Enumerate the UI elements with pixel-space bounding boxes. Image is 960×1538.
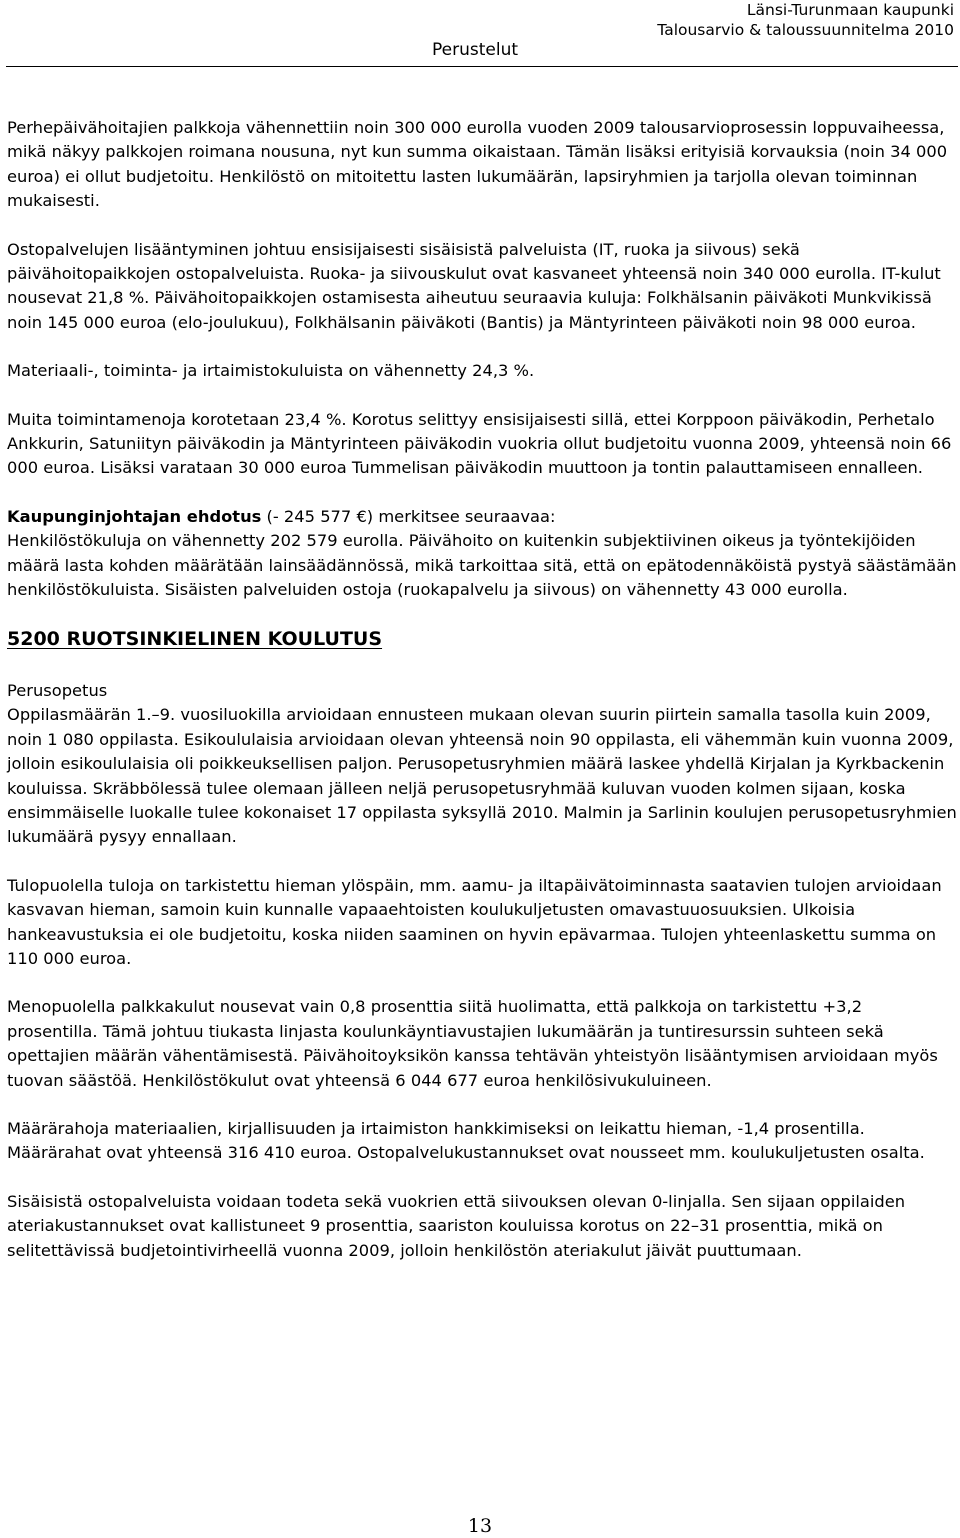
section-title: Perustelut — [432, 40, 519, 60]
document-header — [657, 0, 954, 40]
paragraph-revenue: Tulopuolella tuloja on tarkistettu hieman ylöspäin, mm. aamu- ja iltapäivätoiminnasta saatavien tulojen arvioidaan kasvavan hieman, samoin kuin kunnalle vapaaehtoisten koulukuljetusten omavastuuosuuksien. Ulkoisia hankeavustuksia ei ole budjetoitu, koska niiden saaminen on hyvin epävarmaa. Tulojen yhteenlaskettu summa on 110 000 euroa. — [7, 875, 942, 968]
mayor-proposal-body: Henkilöstökuluja on vähennetty 202 579 eurolla. Päivähoito on kuitenkin subjektiivinen oikeus ja työntekijöiden määrä lasta kohden määrätään lainsäädännössä, mikä tarkoittaa sitä, että on epätodennäköistä pystyä säästämään henkilöstökuluista. Sisäisten palveluiden ostoja (ruokapalvelu ja siivous) on vähennetty 43 000 eurolla. — [7, 531, 957, 600]
page-number: 13 — [467, 1515, 493, 1537]
paragraph-internal-services: Sisäisistä ostopalveluista voidaan todeta sekä vuokrien että siivouksen olevan 0-linjalla. Sen sijaan oppilaiden ateriakustannukset ovat kallistuneet 9 prosenttia, saariston kouluissa korotus on 22–31 prosenttia, mikä on selitettävissä budjetointivirheellä vuonna 2009, jolloin henkilöstön ateriakulut jäivät puuttumaan. — [7, 1191, 906, 1260]
section-heading: 5200 RUOTSINKIELINEN KOULUTUS — [7, 627, 383, 650]
paragraph-purchased-services: Ostopalvelujen lisääntyminen johtuu ensisijaisesti sisäisistä palveluista (IT, ruoka ja siivous) sekä päivähoitopaikkojen ostopalveluista. Ruoka- ja siivouskulut ovat kasvaneet yhteensä noin 340 000 eurolla. IT-kulut nousevat 21,8 %. Päivähoitopaikkojen ostamisesta aiheutuu seuraavia kuluja: Folkhälsanin päiväkoti Munkvikissä noin 145 000 euroa (elo-joulukuu), Folkhälsanin päiväkoti (Bantis) ja Mäntyrinteen päiväkoti noin 98 000 euroa. — [7, 239, 941, 332]
pupil-count-text: Oppilasmäärän 1.–9. vuosiluokilla arvioidaan ennusteen mukaan olevan suurin piirtein samalla tasolla kuin 2009, noin 1 080 oppilasta. Esikoululaisia arvioidaan olevan yhteensä noin 90 oppilasta, eli vähemmän kuin vuonna 2009, jolloin esikoululaisia oli poikkeuksellisen paljon. Perusopetusryhmien määrä laskee yhdellä Kirjalan ja Kyrkbackenin kouluissa. Skräbbölessä tulee olemaan jälleen neljä perusopetusryhmää kuluvan vuoden kolmen sijaan, koska ensimmäiselle luokalle tulee kokonaiset 17 oppilasta syksyllä 2010. Malmin ja Sarlinin koulujen perusopetusryhmien lukumäärä pysyy ennallaan. — [7, 705, 957, 847]
document-title: Talousarvio & taloussuunnitelma 2010 — [657, 21, 954, 39]
paragraph-pupil-count — [7, 679, 957, 850]
paragraph-other-expenses: Muita toimintamenoja korotetaan 23,4 %. Korotus selittyy ensisijaisesti sillä, ettei Korppoon päiväkodin, Perhetalo Ankkurin, Satuniityn päiväkodin ja Mäntyrinteen päiväkodin vuokria ollut budjetoitu vuonna 2009, yhteensä noin 66 000 euroa. Lisäksi varataan 30 000 euroa Tummelisan päiväkodin muuttoon ja tontin palauttamiseen ennalleen. — [7, 409, 952, 478]
header-rule — [6, 66, 958, 67]
main-content — [7, 116, 957, 1287]
paragraph-day-care-salaries: Perhepäivähoitajien palkkoja vähennettiin noin 300 000 eurolla vuoden 2009 talousarvioprosessin loppuvaiheessa, mikä näkyy palkkojen roimana nousuna, nyt kun summa oikaistaan. Tämän lisäksi erityisiä korvauksia (noin 34 000 euroa) ei ollut budjetoitu. Henkilöstö on mitoitettu lasten lukumäärän, lapsiryhmien ja tarjolla olevan toiminnan mukaisesti. — [7, 118, 948, 211]
paragraph-appropriations: Määrärahoja materiaalien, kirjallisuuden ja irtaimiston hankkimiseksi on leikattu hieman, -1,4 prosentilla. Määrärahat ovat yhteensä 316 410 euroa. Ostopalvelukustannukset ovat nousseet mm. koulukuljetusten osalta. — [7, 1119, 925, 1163]
mayor-proposal-label: Kaupunginjohtajan ehdotus — [7, 506, 262, 526]
paragraph-materials: Materiaali-, toiminta- ja irtaimistokuluista on vähennetty 24,3 %. — [7, 361, 535, 381]
paragraph-salary-costs: Menopuolella palkkakulut nousevat vain 0,8 prosenttia siitä huolimatta, että palkkoja on tarkistettu +3,2 prosentilla. Tämä johtuu tiukasta linjasta koulunkäyntiavustajien lukumäärän ja tuntiresurssin suhteen sekä opettajien määrän vähentämisestä. Päivähoitoyksikön kanssa tehtävän yhteistyön lisääntymisen arvioidaan myös tuovan säästöä. Henkilöstökulut ovat yhteensä 6 044 677 euroa henkilösivukuluineen. — [7, 997, 938, 1090]
city-name: Länsi-Turunmaan kaupunki — [746, 1, 954, 19]
subheading-basic-education: Perusopetus — [7, 680, 108, 700]
mayor-proposal-amount: (- 245 577 €) merkitsee seuraavaa: — [261, 506, 556, 526]
paragraph-mayor-proposal — [7, 505, 957, 603]
